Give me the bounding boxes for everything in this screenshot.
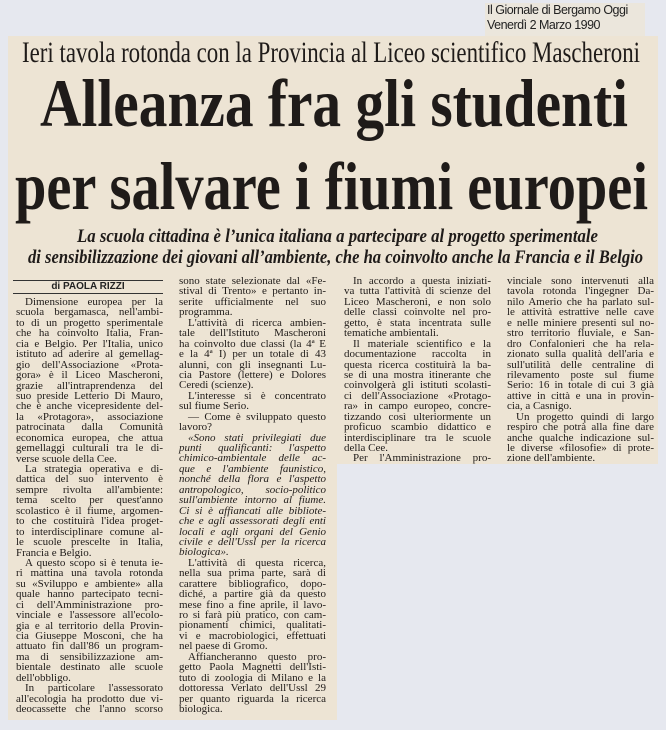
- text-line: deocassette che l'anno scorso: [16, 703, 163, 716]
- text-line: gemellaggi culturali tra le di-: [16, 442, 163, 455]
- byline: di PAOLA RIZZI: [13, 280, 163, 294]
- text-line: dro Confalonieri che ha rela-: [507, 337, 654, 350]
- text-line: ma di sensibilizzazione am-: [16, 650, 163, 663]
- article-column-2: [179, 276, 326, 714]
- text-line: La strategia operativa e di-: [25, 463, 163, 475]
- text-line: della Cee.: [344, 442, 388, 454]
- text-line: Un progetto quindi di largo: [516, 410, 654, 423]
- text-line: e la 4ª I) per un totale di 43: [179, 348, 326, 361]
- text-line: tuto di zoologia di Milano e la: [179, 671, 326, 684]
- text-line: cia, a Casnigo.: [507, 400, 572, 413]
- text-line: economica europea, che attua: [16, 431, 163, 444]
- text-line: documentazione raccolta in: [344, 348, 491, 361]
- text-line: anche qualche indicazione sul-: [507, 431, 654, 444]
- publication-date: Venerdì 2 Marzo 1990: [487, 18, 600, 32]
- text-line: Ci si è affiancati alle bibliote-: [179, 504, 326, 517]
- text-line: Dimensione europea per la: [25, 296, 163, 308]
- article-paragraph: [16, 683, 163, 714]
- article-paragraph: [16, 297, 163, 464]
- text-line: zionato sulla qualità dell'aria e: [507, 348, 654, 361]
- text-line: alunni, con gli insegnanti Lu-: [179, 358, 326, 371]
- text-line: cia e Belgio. Per l'Italia, unico: [16, 337, 163, 350]
- article-paragraph: [179, 318, 326, 391]
- headline-text-1: Alleanza fra gli studenti: [40, 65, 628, 141]
- text-line: questa ricerca costituirà la ba-: [344, 358, 491, 371]
- text-line: In accordo a questa iniziati-: [353, 275, 491, 287]
- text-line: stro territorio fluviale, e San-: [507, 327, 654, 340]
- text-line: vinciale sono intervenuti alla: [507, 275, 654, 287]
- text-line: sull'utilità delle centraline di: [507, 358, 654, 371]
- text-line: getto, è stata incentrata sulle: [344, 316, 491, 329]
- text-line: L'interesse si è concentrato: [188, 389, 326, 402]
- headline-text-2: per salvare i fiumi europei: [15, 148, 648, 224]
- text-line: antropologico, socio-politico: [179, 483, 326, 496]
- text-line: che e agli assessorati degli enti: [179, 515, 326, 528]
- text-line: verse scuole della Cee.: [16, 452, 117, 465]
- text-line: nonché della flora e l'aspetto: [179, 473, 326, 486]
- text-line: la «Protagora», associazione: [16, 410, 163, 423]
- text-line: tematiche ambientali.: [344, 327, 439, 340]
- text-line: scolastico è il fiume, argomen-: [16, 504, 163, 517]
- text-line: gia e al territorio della Provin-: [16, 619, 163, 632]
- text-line: dattica del suo intervento è: [16, 473, 163, 486]
- text-line: pionamenti chimici, qualitati-: [179, 619, 326, 632]
- text-line: ci dell'Associazione «Protago-: [344, 389, 491, 402]
- text-line: L'attività di questa ricerca,: [188, 556, 326, 569]
- overline-text: Ieri tavola rotonda con la Provincia al Liceo scientifico Mascheroni: [22, 36, 640, 69]
- article-paragraph: [179, 433, 326, 558]
- text-line: che è anche vicepresidente del-: [16, 400, 163, 413]
- newspaper-name: Il Giornale di Bergamo Oggi: [487, 3, 628, 17]
- text-line: scuola bergamasca, nell'ambi-: [16, 306, 163, 319]
- text-line: locali e agli organi del Genio: [179, 525, 326, 538]
- text-line: zione dell'ambiente.: [507, 452, 596, 465]
- text-line: programma.: [179, 306, 233, 319]
- text-line: getto Paola Magnetti dell'Isti-: [179, 661, 326, 674]
- text-line: Il materiale scientifico e la: [353, 337, 491, 350]
- text-line: vi e macrobiologici, effettuati: [179, 629, 326, 642]
- text-line: nella sua prima parte, sarà di: [179, 567, 326, 580]
- article-paragraph: [344, 339, 491, 454]
- text-line: nel paese di Gromo.: [179, 640, 268, 653]
- text-line: bientale destinato alle scuole: [16, 661, 163, 674]
- text-line: grazie all'intraprendenza del: [16, 379, 163, 392]
- text-line: Per l'Amministrazione pro-: [353, 452, 491, 465]
- article-paragraph: [16, 558, 163, 683]
- article-column-4: [507, 276, 654, 464]
- text-line: tale dell'Istituto Mascheroni: [179, 327, 326, 340]
- article-paragraph: [179, 558, 326, 652]
- text-line: sul fiume Serio.: [179, 400, 249, 413]
- text-line: sull'ambiente intorno al fiume.: [179, 494, 326, 507]
- text-line: se di una mostra itinerante che: [344, 368, 491, 381]
- text-line: che ha coinvolto Italia, Fran-: [16, 327, 163, 340]
- subheadline-text-2: di sensibilizzazione dei giovani all’ambiente, che ha coinvolto anche la Francia e il Belgio: [28, 247, 643, 268]
- text-line: cia Giuseppe Mosconi, che ha: [16, 630, 163, 642]
- text-line: — Come è sviluppato questo: [188, 410, 326, 423]
- text-line: sono state selezionate dal «Fe-: [179, 275, 326, 287]
- text-line: quale hanno partecipato tecni-: [16, 588, 163, 601]
- text-line: diché, a partire già da questo: [179, 588, 326, 601]
- text-line: ci dell'Amministrazione pro-: [16, 598, 163, 611]
- text-line: delle classi coinvolte nel pro-: [344, 306, 491, 319]
- text-line: gora» è il Liceo Mascheroni,: [16, 369, 163, 382]
- article-paragraph: [179, 652, 326, 715]
- text-line: Affiancheranno questo pro-: [188, 650, 326, 663]
- text-line: biologica».: [179, 546, 229, 559]
- text-line: all'ecologia ha prodotto due vi-: [16, 692, 163, 705]
- article-paragraph: [507, 412, 654, 464]
- text-line: chimico-ambientale delle ac-: [179, 452, 326, 465]
- text-line: respiro che potrà alla fine dare: [507, 421, 654, 434]
- text-line: tavola rotonda l'ingegner Da-: [507, 285, 654, 298]
- text-line: sempre rivolta all'ambiente:: [16, 483, 163, 496]
- article-paragraph: [344, 453, 491, 463]
- text-line: le scuole prescelte in Italia,: [16, 536, 163, 549]
- text-line: istituto ad aderire al gemellag-: [16, 348, 163, 361]
- text-line: le attività estrattive nelle cave: [507, 306, 654, 319]
- text-line: «Sono stati privilegiati due: [188, 431, 326, 444]
- text-line: ha coinvolto due classi (la 4ª E: [179, 337, 326, 350]
- text-line: su «Sviluppo e ambiente» alla: [16, 577, 163, 590]
- article-column-1: [16, 297, 163, 715]
- text-line: to interdisciplinare comune al-: [16, 525, 163, 538]
- text-line: va tutta l'attività di scienze del: [344, 285, 491, 298]
- article-paragraph: [179, 412, 326, 433]
- text-line: lavoro?: [179, 421, 212, 434]
- text-line: ri mattina una tavola rotonda: [16, 567, 163, 580]
- text-line: A questo scopo si è tenuta ie-: [25, 556, 163, 569]
- text-line: tema scelto per quest'anno: [16, 494, 163, 507]
- text-line: suo preside Letterio Di Mauro,: [16, 389, 163, 402]
- article-paragraph: [179, 391, 326, 412]
- text-line: mese fino a fine aprile, il lavo-: [179, 598, 326, 611]
- text-line: gio dell'Associazione «Prota-: [16, 358, 163, 371]
- text-line: dottoressa Verlato dell'Ussl 29: [179, 682, 326, 695]
- text-line: civile e dell'Ussl per la ricerca: [179, 535, 326, 548]
- text-line: tizzando così ulteriormente un: [344, 410, 491, 423]
- overline: [22, 38, 640, 68]
- text-line: biologica.: [179, 702, 223, 715]
- text-line: stival di Trento» e pertanto in-: [179, 285, 326, 298]
- article-paragraph: [179, 276, 326, 318]
- subheadline-line-1: [77, 227, 598, 247]
- text-line: attuato fin dall'86 un program-: [16, 640, 163, 653]
- text-line: attive in città e una in provin-: [507, 389, 654, 402]
- text-line: Ceredi (scienze).: [179, 379, 254, 392]
- text-line: proficuo scambio didattico e: [344, 421, 491, 434]
- text-line: interdisciplinare tra le scuole: [344, 431, 491, 444]
- article-paragraph: [16, 464, 163, 558]
- text-line: punti qualificanti: l'aspetto: [179, 442, 326, 454]
- text-line: to di un progetto sperimentale: [16, 316, 163, 329]
- text-line: ro si farà più pratico, con cam-: [179, 609, 326, 621]
- article-column-3: [344, 276, 491, 464]
- text-line: patrocinata dalla Comunità: [16, 421, 163, 434]
- headline-line-1: [40, 65, 628, 141]
- headline-line-2: [15, 148, 648, 224]
- text-line: per quanto riguarda la ricerca: [179, 692, 326, 705]
- text-line: le diverse «filosofie» di prote-: [507, 442, 654, 454]
- article-paragraph: [344, 276, 491, 339]
- text-line: ra» in campo europeo, concre-: [344, 400, 491, 413]
- text-line: cia Pastore (lettere) e Dolores: [179, 368, 326, 381]
- text-line: coinvolgerà gli istituti scolasti-: [344, 379, 491, 392]
- text-line: rilevamento poste sul fiume: [507, 368, 654, 381]
- text-line: dell'obbligo.: [16, 671, 71, 684]
- text-line: serite ufficialmente nel suo: [179, 295, 326, 308]
- article-paragraph: [507, 276, 654, 412]
- text-line: nilo Amerio che ha parlato sul-: [507, 295, 654, 308]
- text-line: carattere bibliografico, dopo-: [179, 577, 326, 590]
- source-label: [485, 3, 645, 36]
- text-line: e nelle miniere presenti sul no-: [507, 316, 654, 329]
- text-line: que e l'ambiente faunistico,: [179, 462, 326, 475]
- text-line: L'attività di ricerca ambien-: [188, 316, 326, 329]
- text-line: In particolare l'assessorato: [25, 682, 163, 695]
- text-line: Serio: 16 in totale di cui 3 già: [507, 379, 654, 392]
- text-line: vinciale e l'assessore all'ecolo-: [16, 609, 163, 622]
- text-line: Liceo Mascheroni, e non solo: [344, 295, 491, 308]
- text-line: to che costituirà l'idea proget-: [16, 515, 163, 528]
- text-line: Francia e Belgio.: [16, 546, 92, 559]
- subheadline-line-2: [28, 248, 643, 268]
- subheadline-text-1: La scuola cittadina è l’unica italiana a partecipare al progetto sperimentale: [77, 226, 598, 247]
